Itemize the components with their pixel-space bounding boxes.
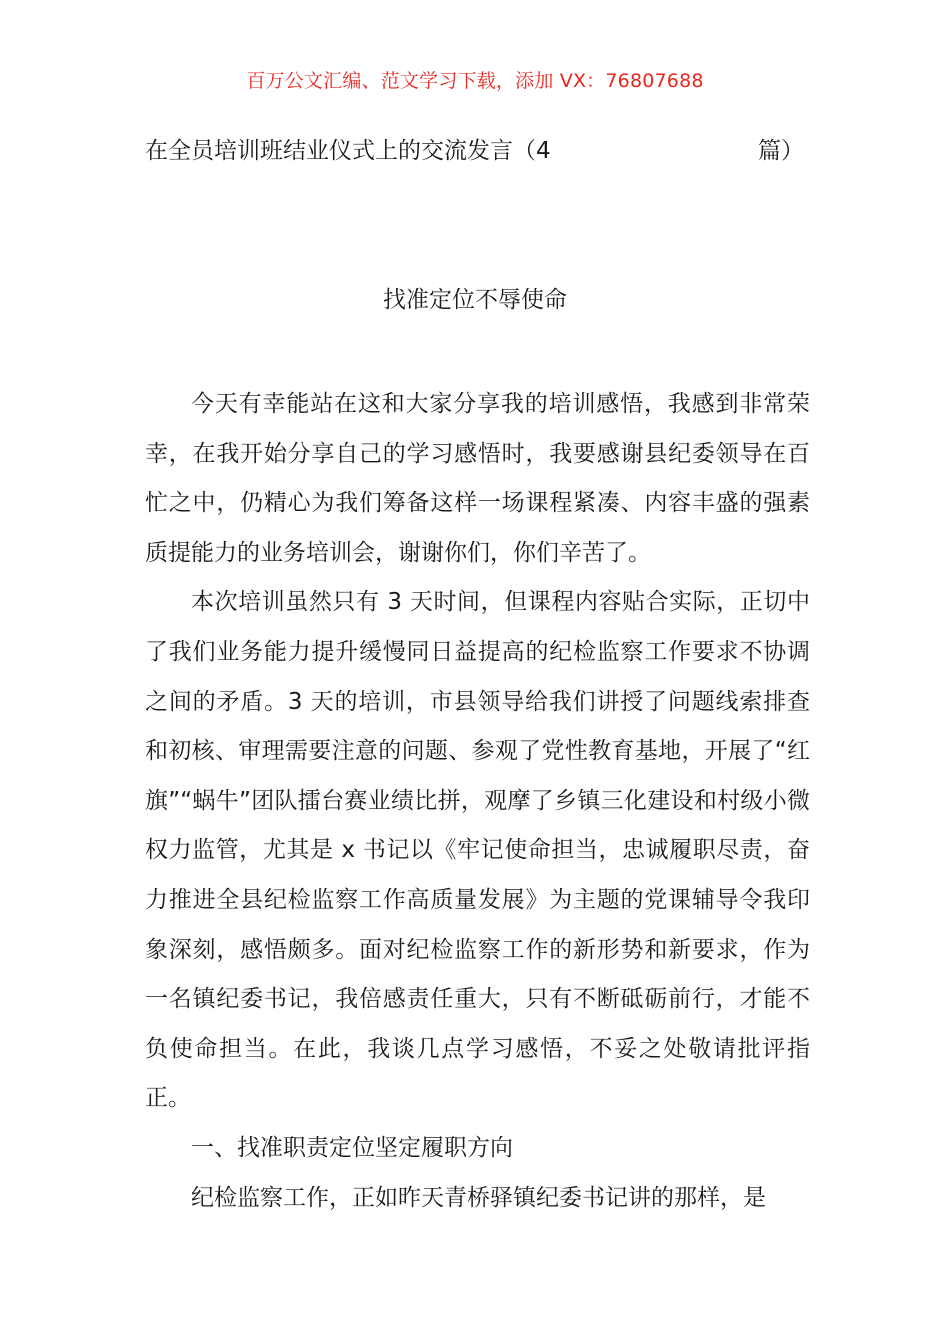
document-title [145,134,805,168]
paragraph-intro: 今天有幸能站在这和大家分享我的培训感悟，我感到非常荣幸，在我开始分享自己的学习感悟时，我要感谢县纪委领导在百忙之中，仍精心为我们筹备这样一场课程紧凑、内容丰盛的强素质提能力的业务培训会，谢谢你们，你们辛苦了。 [145,391,810,566]
document-title-suffix: 篇） [758,138,804,164]
document-title-main: 在全员培训班结业仪式上的交流发言（4 [145,138,551,164]
paragraph-subheading: 一、找准职责定位坚定履职方向 [191,1134,513,1161]
promo-banner: 百万公文汇编、范文学习下载，添加 VX：76807688 [246,70,704,92]
paragraph-continuation: 纪检监察工作，正如昨天青桥驿镇纪委书记讲的那样，是 [191,1184,766,1211]
paragraph-training: 本次培训虽然只有 3 天时间，但课程内容贴合实际，正切中了我们业务能力提升缓慢同日益提高的纪检监察工作要求不协调之间的矛盾。3 天的培训，市县领导给我们讲授了问题线索排查和初核、审理需要注意的问题、参观了党性教育基地，开展了“红旗”“蜗牛”团队擂台赛业绩比拼，观摩了乡镇三化建设和村级小微权力监管，尤其是 x 书记以《牢记使命担当，忠诚履职尽责，奋力推进全县纪检监察工作高质量发展》为主题的党课辅导令我印象深刻，感悟颇多。面对纪检监察工作的新形势和新要求，作为一名镇纪委书记，我倍感责任重大，只有不断砥砺前行，才能不负使命担当。在此，我谈几点学习感悟，不妥之处敬请批评指正。 [145,589,810,1112]
section-heading: 找准定位不辱使命 [383,287,567,313]
body-text [145,380,810,1223]
